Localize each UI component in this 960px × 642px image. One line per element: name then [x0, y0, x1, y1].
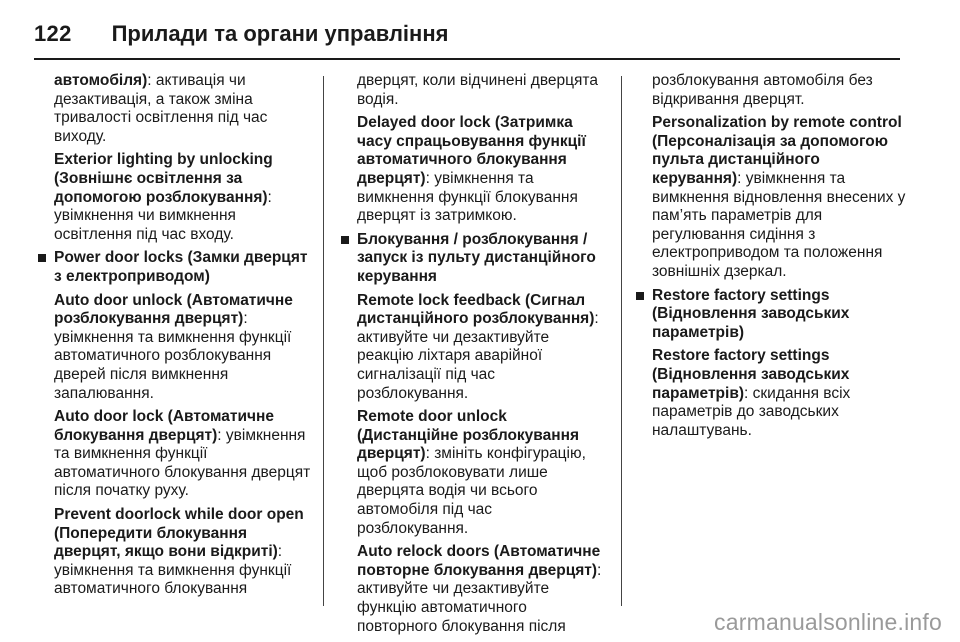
setting-description: : увімкнення та вимкнення функції автоматичного розблокування дверей після вимкнення запалювання.	[54, 310, 292, 402]
paragraph	[634, 347, 912, 440]
setting-name: Restore factory settings (Відновлення заводських параметрів)	[652, 347, 850, 402]
setting-name: Delayed door lock (Затримка часу спрацьовування функції автоматичного блокування дверцят)	[357, 114, 586, 187]
setting-description: : активуйте чи дезактивуйте реакцію ліхтаря аварійної сигналізації під час розблокування.	[357, 310, 599, 402]
setting-name: Auto door unlock (Автоматичне розблокування дверцят)	[54, 291, 293, 328]
paragraph	[36, 151, 312, 244]
section-bullet: Блокування / розблокування / запуск із пульту дистанційного керування	[339, 231, 607, 287]
setting-name: Auto door lock (Автоматичне блокування дверцят)	[54, 408, 274, 444]
column-divider	[621, 76, 622, 606]
paragraph: розблокування автомобіля без відкривання дверцят.	[652, 72, 873, 108]
watermark: carmanualsonline.info	[714, 609, 942, 635]
setting-name: Remote door unlock (Дистанційне розблокування дверцят)	[357, 408, 580, 463]
setting-name: Remote lock feedback (Сигнал дистанційного розблокування)	[357, 291, 595, 328]
header-rule	[34, 58, 900, 60]
setting-description: : увімкнення чи вимкнення освітлення під час входу.	[54, 188, 272, 243]
setting-description: : скидання всіх параметрів до заводських налаштувань.	[652, 384, 851, 439]
setting-description: : увімкнення та вимкнення відновлення внесених у пам’ять параметрів для регулювання сидіння з електроприводом та положення зовнішніх дзеркал.	[652, 169, 906, 280]
column-1	[36, 72, 312, 604]
setting-description: : увімкнення та вимкнення функції блокування дверцят із затримкою.	[357, 169, 578, 225]
section-bullet: Power door locks (Замки дверцят з електроприводом)	[36, 249, 312, 286]
paragraph	[36, 292, 312, 404]
setting-description: : активуйте чи дезактивуйте функцію автоматичного повторного блокування після	[357, 561, 602, 635]
paragraph	[339, 114, 607, 226]
setting-name: Prevent doorlock while door open (Попередити блокування дверцят, якщо вони відкриті)	[54, 506, 304, 561]
paragraph	[36, 72, 312, 146]
setting-description: : увімкнення та вимкнення функції автоматичного блокування дверцят після початку руху.	[54, 426, 311, 500]
paragraph	[634, 114, 912, 281]
setting-description: : увімкнення та вимкнення функції автоматичного блокування	[54, 543, 292, 598]
chapter-title: Прилади та органи управління	[111, 21, 449, 46]
paragraph	[339, 292, 607, 404]
paragraph	[339, 408, 607, 538]
setting-name: автомобіля)	[54, 72, 148, 89]
setting-description: : активація чи дезактивація, а також зміна тривалості освітлення під час виходу.	[54, 72, 268, 145]
column-3	[634, 72, 912, 445]
paragraph	[339, 543, 607, 636]
page-header	[34, 14, 448, 54]
paragraph: дверцят, коли відчинені дверцята водія.	[357, 72, 598, 108]
section-bullet: Restore factory settings (Відновлення заводських параметрів)	[634, 287, 912, 343]
paragraph	[36, 408, 312, 501]
column-divider	[323, 76, 324, 606]
setting-description: : змініть конфігурацію, щоб розблоковувати лише дверцята водія чи всього автомобіля під час розблокування.	[357, 445, 586, 537]
setting-name: Exterior lighting by unlocking (Зовнішнє освітлення за допомогою розблокування)	[54, 151, 273, 206]
setting-name: Personalization by remote control (Персоналізація за допомогою пульта дистанційного керування)	[652, 114, 902, 187]
paragraph	[36, 506, 312, 599]
column-2	[339, 72, 607, 641]
page-number: 122	[34, 21, 72, 46]
setting-name: Auto relock doors (Автоматичне повторне блокування дверцят)	[357, 543, 601, 579]
